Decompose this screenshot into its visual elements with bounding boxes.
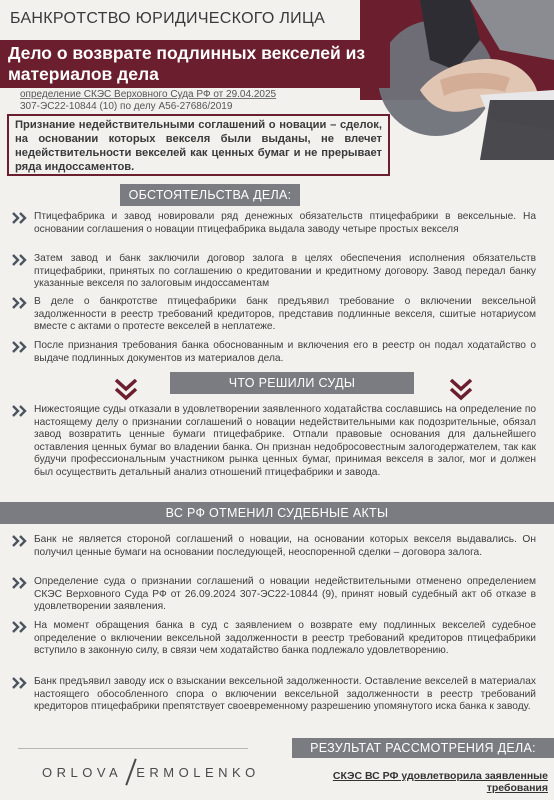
list-item-text: После признания требования банка обоснованным и включения его в реестр он подал ходатайство о выдаче подлинных документов из материалов дела. — [34, 340, 536, 364]
down-chevron-icon — [447, 376, 475, 404]
list-item-text: Определение суда о признании соглашений о новации недействительными отменено определением СКЭС Верховного Суда РФ от 26.09.2024 307-ЭС22-10844 (9), принят новый судебный акт об отказе в удовлетворении заявления. — [34, 576, 536, 613]
list-item-text: В деле о банкротстве птицефабрики банк предъявил требование о включении вексельной задолженности в реестр требований кредиторов, представив подлинные векселя, сшитые нотариусом вместе с актами о протесте векселей в неплатеже. — [34, 296, 536, 333]
list-item — [12, 340, 536, 365]
double-chevron-icon — [12, 677, 30, 689]
list-item-text: Затем завод и банк заключили договор залога в целях обеспечения исполнения обязательств птицефабрики, принятых по соглашению о кредитовании и кредитному договору. Завод передал банку указанные векселя по залоговым индоссаментам — [34, 253, 536, 290]
page-title: Дело о возврате подлинных векселей из материалов дела — [0, 40, 390, 88]
logo-divider — [18, 748, 248, 749]
list-item — [12, 576, 536, 614]
section-heading-circumstances: ОБСТОЯТЕЛЬСТВА ДЕЛА: — [120, 184, 300, 206]
section-heading-result: РЕЗУЛЬТАТ РАССМОТРЕНИЯ ДЕЛА: — [292, 738, 554, 758]
list-item-text: На момент обращения банка в суд с заявлением о возврате ему подлинных векселей судебное определение о включении вексельной задолженности в реестр требований кредиторов птицефабрики вступило в законную силу, в связи чем ходатайство банка подлежало удовлетворению. — [34, 620, 536, 657]
case-reference — [20, 89, 350, 113]
result-text — [300, 770, 548, 794]
company-logo — [42, 765, 260, 780]
list-item — [12, 253, 536, 291]
double-chevron-icon — [12, 297, 30, 309]
list-item-text: Нижестоящие суды отказали в удовлетворении заявленного ходатайства сославшись на определение по настоящему делу о признании соглашений о новации недействительными как подозрительные, обязал завод возвратить ценные бумаги птицефабрике. Отпали правовые основания для дальнейшего оставления ценных бумаг во владении банка. Он признан недобросовестным залогодержателем, так как будучи профессиональным участником рынка ценных бумаг, принимая векселя в залог, мог и должен был осуществить детальный анализ отношений птицефабрики и завода. — [34, 404, 536, 478]
section-heading-supreme-court: ВС РФ ОТМЕНИЛ СУДЕБНЫЕ АКТЫ — [0, 502, 554, 524]
section-heading-courts: ЧТО РЕШИЛИ СУДЫ — [170, 372, 414, 394]
case-reference-line-1: определение СКЭС Верховного Суда РФ от 29.04.2025 — [20, 89, 277, 100]
list-item — [12, 296, 536, 334]
list-item — [12, 404, 536, 480]
double-chevron-icon — [12, 212, 30, 224]
double-chevron-icon — [12, 535, 30, 547]
double-chevron-icon — [12, 405, 30, 417]
double-chevron-icon — [12, 577, 30, 589]
double-chevron-icon — [12, 254, 30, 266]
list-item — [12, 620, 536, 658]
double-chevron-icon — [12, 341, 30, 353]
result-text-value: СКЭС ВС РФ удовлетворила заявленные требования — [332, 770, 548, 794]
down-chevron-icon — [112, 376, 140, 404]
list-item — [12, 676, 536, 714]
list-item — [12, 211, 536, 236]
list-item-text: Банк не является стороной соглашений о новации, на основании которых векселя выдавались. Он получил ценные бумаги на основании последующей, неоспоренной сделки – договора залога. — [34, 534, 536, 558]
double-chevron-icon — [12, 621, 30, 633]
list-item-text: Банк предъявил заводу иск о взыскании вексельной задолженности. Оставление векселей в материалах настоящего обособленного спора о включении вексельной задолженности в реестр требований кредиторов птицефабрики препятствует своевременному разрешению упомянутого иска банка к заводу. — [34, 676, 536, 713]
logo-left-text: ORLOVA — [42, 765, 123, 780]
logo-right-text: ERMOLENKO — [136, 765, 260, 780]
summary-box: Признание недействительными соглашений о новации – сделок, на основании которых векселя были выданы, не влечет недействительности векселей как ценных бумаг и не прерывает ряда индоссаментов. — [7, 114, 390, 176]
category-title: БАНКРОТСТВО ЮРИДИЧЕСКОГО ЛИЦА — [10, 10, 326, 27]
case-reference-line-2: 307-ЭС22-10844 (10) по делу А56-27686/2019 — [20, 101, 233, 112]
list-item — [12, 534, 536, 559]
list-item-text: Птицефабрика и завод новировали ряд денежных обязательств птицефабрики в вексельные. На основании соглашения о новации птицефабрика выдала заводу четыре простых векселя — [34, 211, 536, 235]
